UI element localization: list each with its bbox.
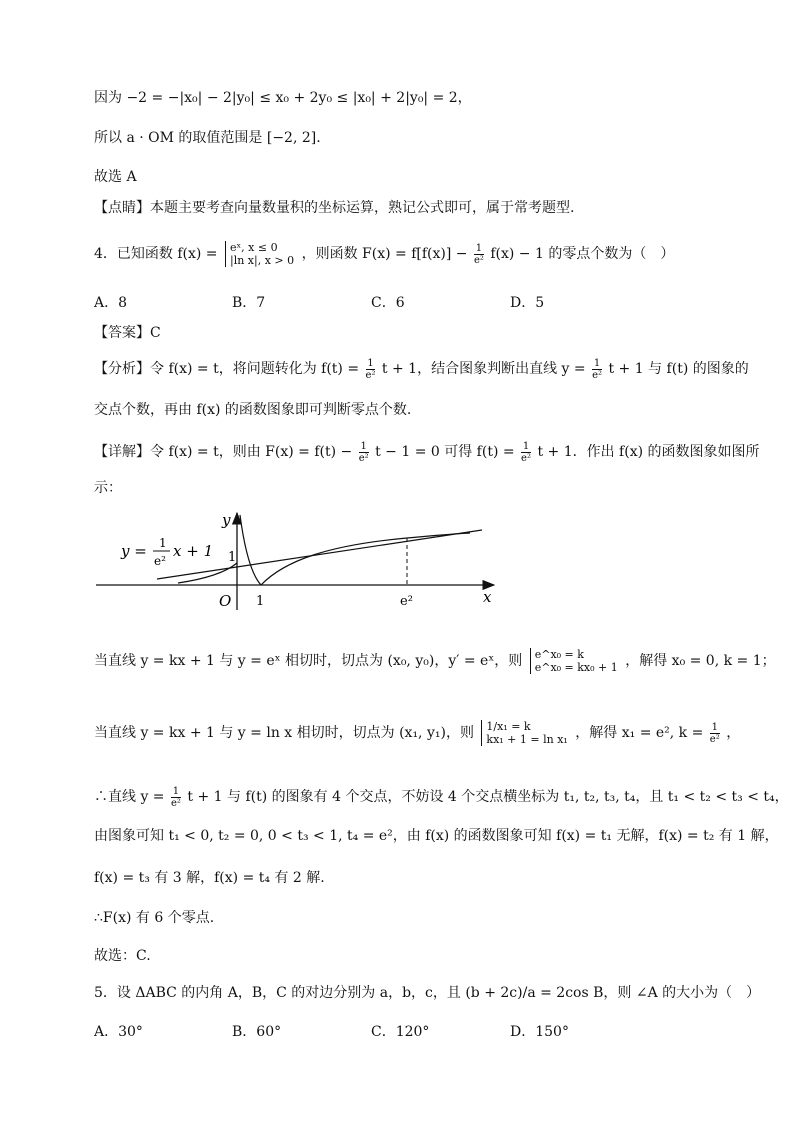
y-label: y — [222, 511, 231, 529]
abs-ln-curve-left — [240, 515, 261, 585]
from-graph-line: 由图象可知 t₁ < 0, t₂ = 0, 0 < t₃ < 1, t₄ = e²，由 f(x) 的函数图象可知 f(x) = t₁ 无解，f(x) = t₂ 有 1 解， — [94, 828, 779, 844]
detail-line-1: 【详解】令 f(x) = t，则由 F(x) = f(t) − $\frac{1}{\text{e²}}$ t − 1 = 0 可得 f(t) = $\frac{1}{\text{e²}}$ t + 1．作出 f(x) 的函数图象如图所 — [94, 440, 760, 464]
solutions-line: f(x) = t₃ 有 3 解，f(x) = t₄ 有 2 解. — [94, 870, 325, 886]
q5-option-c: C．120° — [371, 1024, 430, 1040]
e2-label: e² — [400, 594, 413, 609]
line-eq-suffix: x + 1 — [173, 542, 214, 560]
text-line-1: 因为 −2 = −|x₀| − 2|y₀| ≤ x₀ + 2y₀ ≤ |x₀| + 2|y₀| = 2， — [94, 90, 472, 106]
q5-option-a: A．30° — [94, 1024, 143, 1040]
y-one-label: 1 — [228, 550, 237, 565]
x-label: x — [483, 588, 492, 606]
q4-case-1: eˣ, x ≤ 0 — [230, 241, 278, 254]
q4-option-a: A．8 — [94, 295, 128, 311]
x-one-label: 1 — [256, 594, 265, 609]
line-eq-prefix: y = — [121, 542, 147, 560]
q4-option-c: C．6 — [371, 295, 405, 311]
q4-option-b: B．7 — [232, 295, 266, 311]
answer-line: 【答案】C — [94, 325, 161, 341]
conclusion-line: ∴F(x) 有 6 个零点. — [94, 910, 215, 926]
q4-case-2: |ln x|, x > 0 — [230, 254, 295, 267]
choose-line: 故选：C. — [94, 948, 151, 964]
text-line-3: 故选 A — [94, 169, 137, 185]
detail-line-2: 示： — [94, 480, 122, 496]
analysis-line-1: 【分析】令 f(x) = t，将问题转化为 f(t) = $\frac{1}{\text{e²}}$ t + 1，结合图象判断出直线 y = $\frac{1}{\text{e²}}$ t + 1 与 f(t) 的图象的 — [94, 357, 749, 381]
line-eq-den: e² — [154, 554, 166, 568]
tangent-2-line: 当直线 y = kx + 1 与 y = ln x 相切时，切点为 (x₁, y₁)，则 1/x₁ = k kx₁ + 1 = ln x₁ ，解得 x₁ = e², k = $\frac{1}{\text{e²}}$ ， — [94, 720, 741, 746]
q4-prefix: 4．已知函数 f(x) = — [94, 246, 218, 262]
question-5: 5．设 ΔABC 的内角 A，B，C 的对边分别为 a，b，c，且 (b + 2c)/a = 2cos B，则 ∠A 的大小为（ ） — [94, 985, 761, 1001]
q5-option-d: D．150° — [510, 1024, 569, 1040]
q5-option-b: B．60° — [232, 1024, 282, 1040]
q4-fraction: $\frac{1}{\text{e²}}$ — [473, 242, 484, 266]
q4-piecewise — [225, 241, 294, 267]
exp-curve — [178, 563, 237, 583]
function-graph — [0, 505, 794, 615]
analysis-line-2: 交点个数，再由 f(x) 的函数图象即可判断零点个数. — [94, 402, 412, 418]
question-4 — [94, 240, 674, 268]
tangent-1-line: 当直线 y = kx + 1 与 y = eˣ 相切时，切点为 (x₀, y₀)，y′ = eˣ，则 e^x₀ = k e^x₀ = kx₀ + 1 ，解得 x₀ = 0, k = 1； — [94, 648, 776, 674]
origin-label: O — [219, 592, 232, 610]
q4-middle: ，则函数 F(x) = f[f(x)] − — [301, 246, 468, 262]
line-eq-num: 1 — [159, 536, 167, 550]
text-line-2: 所以 a · OM 的取值范围是 [−2, 2]. — [94, 130, 321, 146]
q4-option-d: D．5 — [510, 295, 545, 311]
therefore-line: ∴直线 y = $\frac{1}{\text{e²}}$ t + 1 与 f(t) 的图象有 4 个交点，不妨设 4 个交点横坐标为 t₁, t₂, t₃, t₄，且 t₁ < t₂ < t₃ < t₄， — [94, 785, 789, 809]
note-line: 【点睛】本题主要考查向量数量积的坐标运算，熟记公式即可，属于常考题型. — [94, 200, 575, 216]
q4-suffix: f(x) − 1 的零点个数为（ ） — [490, 246, 675, 262]
